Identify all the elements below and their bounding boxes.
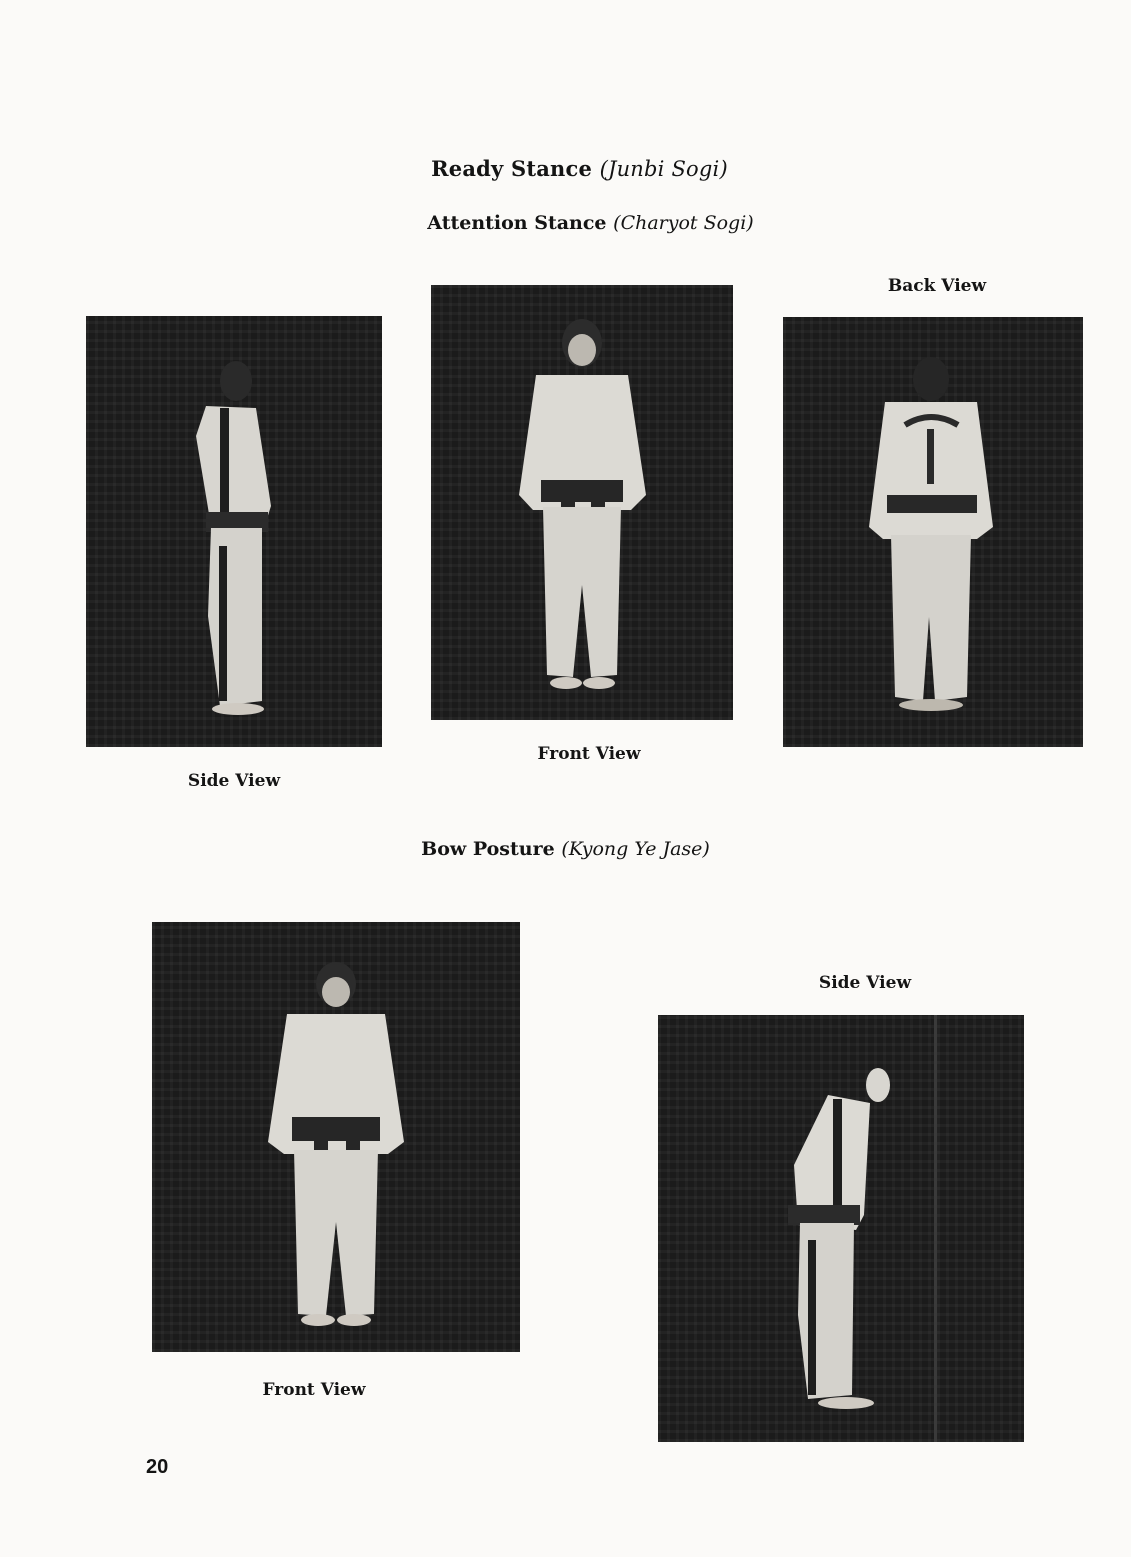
heading-english: Attention Stance bbox=[427, 212, 607, 234]
photo-attention-side-view bbox=[86, 316, 382, 747]
photo-bow-side-view bbox=[658, 1015, 1024, 1442]
section-heading-bow-posture bbox=[0, 838, 1131, 860]
caption-bow-front-view: Front View bbox=[262, 1380, 366, 1400]
figure-front-icon bbox=[152, 922, 520, 1352]
heading-english: Ready Stance bbox=[431, 156, 593, 181]
heading-korean: (Junbi Sogi) bbox=[599, 157, 728, 181]
heading-korean: (Kyong Ye Jase) bbox=[561, 838, 710, 860]
photo-attention-back-view bbox=[783, 317, 1083, 747]
caption-attention-front-view: Front View bbox=[537, 744, 641, 764]
photo-bow-front-view bbox=[152, 922, 520, 1352]
heading-english: Bow Posture bbox=[421, 838, 555, 860]
caption-bow-side-view: Side View bbox=[818, 973, 912, 993]
photo-attention-front-view bbox=[431, 285, 733, 720]
figure-back-icon bbox=[783, 317, 1083, 747]
caption-attention-side-view: Side View bbox=[187, 771, 281, 791]
page-number: 20 bbox=[146, 1456, 169, 1478]
figure-bowing-icon bbox=[658, 1015, 1024, 1442]
heading-korean: (Charyot Sogi) bbox=[613, 212, 754, 234]
section-heading-ready-stance bbox=[0, 156, 1131, 181]
caption-attention-back-view: Back View bbox=[887, 276, 987, 296]
figure-side-icon bbox=[86, 316, 382, 747]
figure-front-icon bbox=[431, 285, 733, 720]
section-heading-attention-stance bbox=[0, 212, 1131, 234]
